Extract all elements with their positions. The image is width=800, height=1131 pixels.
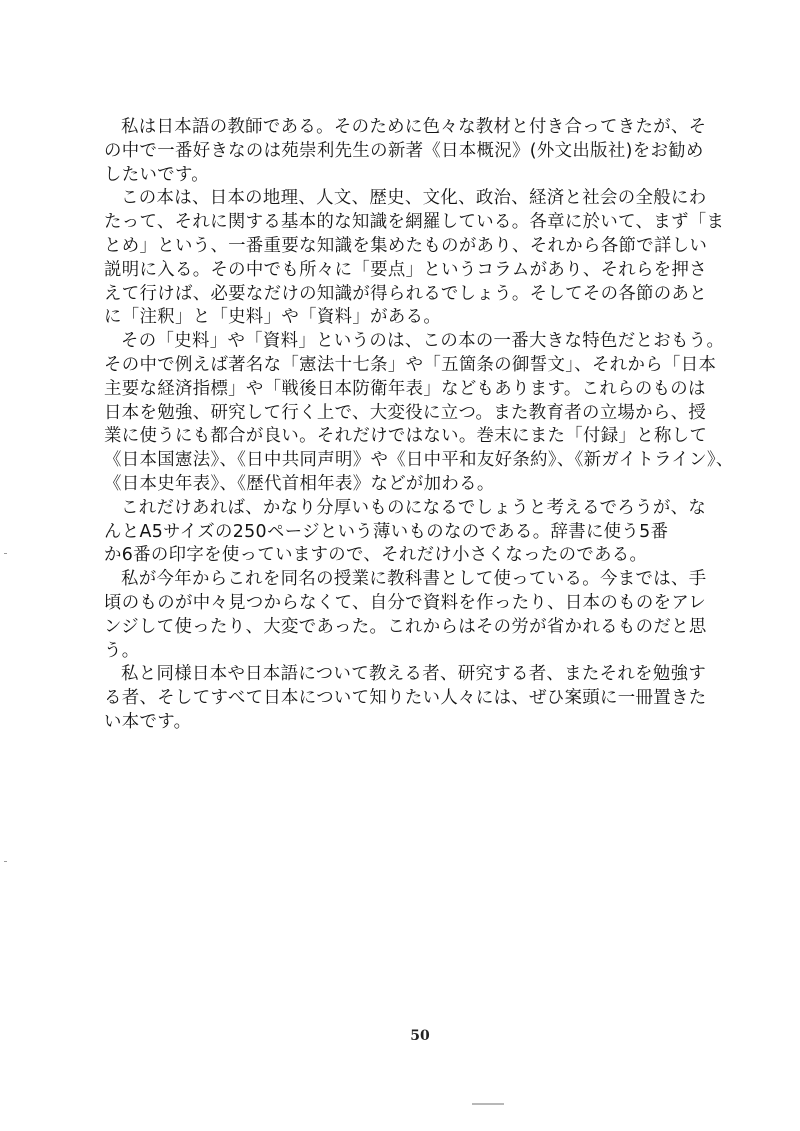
text-line: 主要な経済指標」や「戦後日本防衛年表」などもあります。これらのものは [104,378,706,399]
text-line: したいです。 [104,164,210,185]
body-text [104,116,734,735]
text-line: う。 [104,640,140,661]
text-line: 私が今年からこれを同名の授業に教科書として使っている。今までは、手 [121,569,707,590]
text-line: に「注釈」と「史料」や「資料」がある。 [104,307,442,328]
text-line: の中で一番好きなのは苑崇利先生の新著《日本概況》(外文出版社)をお勧め [104,140,704,161]
text-line: 私と同様日本や日本語について教える者、研究する者、またそれを勉強す [121,664,707,685]
text-line: い本です。 [104,711,192,732]
text-line: 業に使うにも都合が良い。それだけではない。巻末にまた「付録」と称して [104,426,708,447]
text-line: ンジして使ったり、大変であった。これからはその労が省かれるものだと思 [104,616,707,637]
text-line: これだけあれば、かなり分厚いものになるでしょうと考えるでろうが、な [121,497,707,518]
text-line: か6番の印字を使っていますので、それだけ小さくなったのである。 [104,545,648,566]
text-line: 《日本史年表》、《歴代首相年表》などが加わる。 [104,473,495,494]
text-line: その中で例えば著名な「憲法十七条」や「五箇条の御誓文」、それから「日本 [104,354,717,375]
text-line: 頃のものが中々見つからなくて、自分で資料を作ったり、日本のものをアレ [104,592,707,613]
text-line: とめ」という、一番重要な知識を集めたものがあり、それから各節で詳しい [104,235,708,256]
scan-artifact [4,861,7,862]
text-line: その「史料」や「資料」というのは、この本の一番大きな特色だとおもう。 [121,331,725,352]
scan-artifact [472,1103,504,1105]
page-number: 50 [410,1028,430,1044]
text-line: 日本を勉強、研究して行く上で、大変役に立つ。また教育者の立場から、授 [104,402,707,423]
text-line: この本は、日本の地理、人文、歴史、文化、政治、経済と社会の全般にわ [121,188,707,209]
text-line: 私は日本語の教師である。そのために色々な教材と付き合ってきたが、そ [121,117,707,137]
text-line: んとA5サイズの250ページという薄いものなのである。辞書に使う5番 [104,521,669,542]
text-line: 説明に入る。その中でも所々に「要点」というコラムがあり、それらを押さ [104,259,708,280]
text-line: たって、それに関する基本的な知識を網羅している。各章に於いて、まず「ま [104,212,725,233]
scan-artifact [4,553,7,554]
text-line: 《日本国憲法》、《日中共同声明》や《日中平和友好条約》、《新ガイトライン》、 [104,450,734,471]
text-line: えて行けば、必要なだけの知識が得られるでしょう。そしてその各節のあと [104,283,708,304]
text-line: る者、そしてすべて日本について知りたい人々には、ぜひ案頭に一冊置きた [104,688,707,709]
